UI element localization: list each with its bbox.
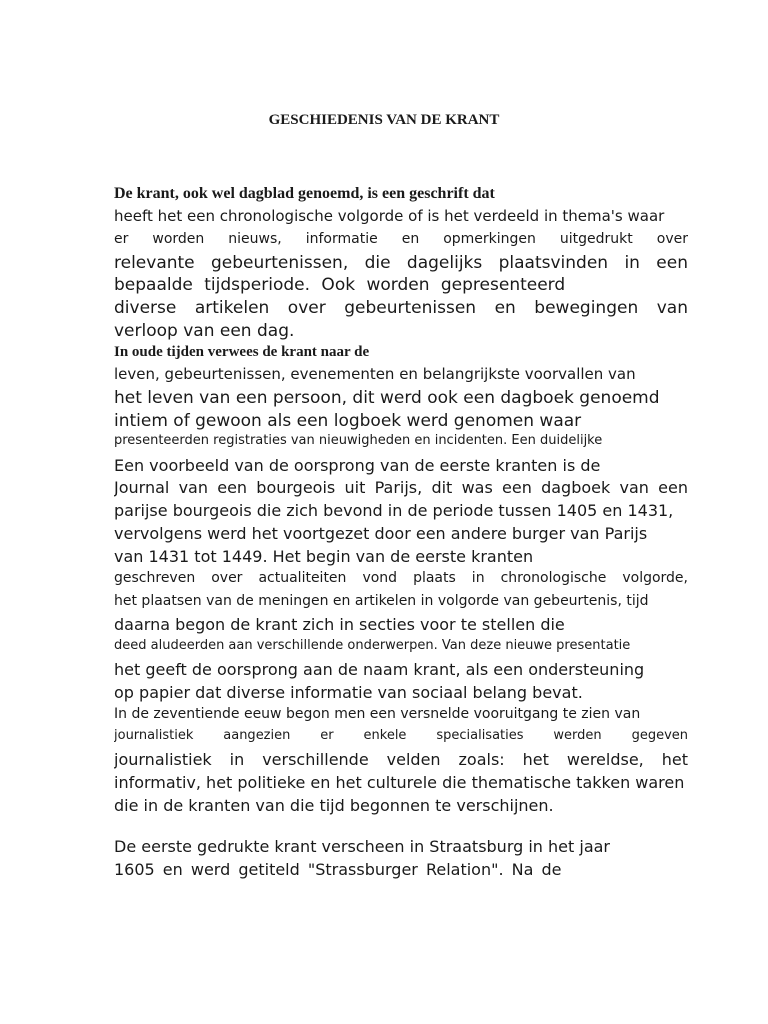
text-line: bepaalde tijdsperiode. Ook worden gepresenteerd bbox=[114, 275, 566, 295]
text-line: heeft het een chronologische volgorde of is het verdeeld in thema's waar bbox=[114, 207, 665, 225]
text-line: parijse bourgeois die zich bevond in de periode tussen 1405 en 1431, bbox=[114, 501, 674, 520]
text-line: het leven van een persoon, dit werd ook een dagboek genoemd bbox=[114, 388, 660, 408]
text-line: verloop van een dag. bbox=[114, 321, 295, 341]
text-line: Journal van een bourgeois uit Parijs, dit was een dagboek van een bbox=[114, 478, 688, 497]
text-line: leven, gebeurtenissen, evenementen en belangrijkste voorvallen van bbox=[114, 365, 636, 383]
text-line: er worden nieuws, informatie en opmerkingen uitgedrukt over bbox=[114, 231, 688, 247]
text-line: journalistiek aangezien er enkele specialisaties werden gegeven bbox=[114, 728, 688, 743]
text-line: intiem of gewoon als een logboek werd genomen waar bbox=[114, 411, 582, 431]
text-line: De krant, ook wel dagblad genoemd, is een geschrift dat bbox=[114, 185, 495, 202]
text-line: het geeft de oorsprong aan de naam krant, als een ondersteuning bbox=[114, 660, 645, 679]
text-line: van 1431 tot 1449. Het begin van de eerste kranten bbox=[114, 547, 534, 566]
text-line: In de zeventiende eeuw begon men een versnelde vooruitgang te zien van bbox=[114, 706, 641, 722]
text-line: 1605 en werd getiteld "Strassburger Relation". Na de bbox=[114, 860, 562, 879]
text-line: journalistiek in verschillende velden zoals: het wereldse, het bbox=[114, 750, 688, 769]
text-line: relevante gebeurtenissen, die dagelijks plaatsvinden in een bbox=[114, 253, 688, 273]
text-line: In oude tijden verwees de krant naar de bbox=[114, 344, 370, 360]
text-line: presenteerden registraties van nieuwigheden en incidenten. Een duidelijke bbox=[114, 433, 603, 448]
text-line: deed aludeerden aan verschillende onderwerpen. Van deze nieuwe presentatie bbox=[114, 638, 631, 653]
text-line: vervolgens werd het voortgezet door een andere burger van Parijs bbox=[114, 524, 648, 543]
text-line: het plaatsen van de meningen en artikelen in volgorde van gebeurtenis, tijd bbox=[114, 593, 649, 609]
text-line: die in de kranten van die tijd begonnen te verschijnen. bbox=[114, 796, 554, 815]
text-line: Een voorbeeld van de oorsprong van de eerste kranten is de bbox=[114, 456, 601, 475]
text-line: op papier dat diverse informatie van sociaal belang bevat. bbox=[114, 683, 583, 702]
document-title: GESCHIEDENIS VAN DE KRANT bbox=[268, 112, 500, 128]
text-line: De eerste gedrukte krant verscheen in Straatsburg in het jaar bbox=[114, 837, 611, 856]
text-line: daarna begon de krant zich in secties voor te stellen die bbox=[114, 615, 565, 634]
text-line: diverse artikelen over gebeurtenissen en bewegingen van bbox=[114, 298, 688, 318]
text-line: informativ, het politieke en het culturele die thematische takken waren bbox=[114, 773, 685, 792]
text-line: geschreven over actualiteiten vond plaats in chronologische volgorde, bbox=[114, 570, 688, 586]
